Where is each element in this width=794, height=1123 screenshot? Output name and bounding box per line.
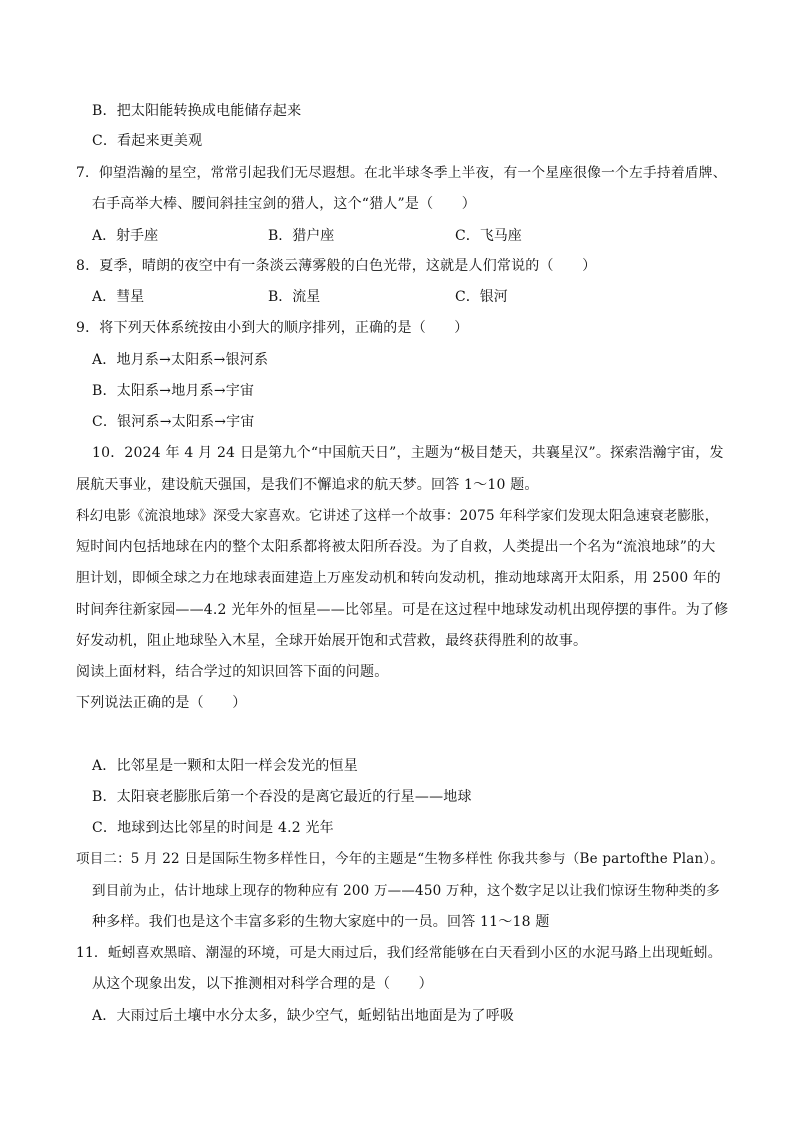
q10-option-b: B．太阳衰老膨胀后第一个吞没的是离它最近的行星——地球 [92, 789, 472, 805]
q10-intro-line1: 10．2024 年 4 月 24 日是第九个“中国航天日”，主题为“极目楚天，共襄星汉”。探索浩瀚宇宙，发 [92, 445, 724, 461]
q10-material-line: 好发动机，阻止地球坠入木星，全球开始展开饱和式营救，最终获得胜利的故事。 [76, 633, 588, 649]
q8-option-a: A．彗星 [92, 289, 145, 305]
q10-material-line: 时间奔往新家园——4.2 光年外的恒星——比邻星。可是在这过程中地球发动机出现停摆的事件。为了修 [76, 602, 729, 618]
q9-stem: 9．将下列天体系统按由小到大的顺序排列，正确的是（ ） [76, 320, 469, 336]
q10-material-line: 科幻电影《流浪地球》深受大家喜欢。它讲述了这样一个故事：2075 年科学家们发现太阳急速衰老膨胀， [76, 508, 719, 524]
q6-option-b: B．把太阳能转换成电能储存起来 [92, 103, 302, 119]
q9-option-b: B．太阳系→地月系→宇宙 [92, 383, 255, 399]
project2-line2: 到目前为止，估计地球上现存的物种应有 200 万——450 万种，这个数字足以让我们惊讶生物种类的多 [92, 883, 720, 899]
q8-option-b: B．流星 [268, 289, 321, 305]
q9-option-c: C．银河系→太阳系→宇宙 [92, 414, 255, 430]
q11-stem-line1: 11．蚯蚓喜欢黑暗、潮湿的环境，可是大雨过后，我们经常能够在白天看到小区的水泥马路上出现蚯蚓。 [76, 945, 722, 961]
project2-line1: 项目二：5 月 22 日是国际生物多样性日，今年的主题是“生物多样性 你我共参与（Be partofthe Plan）。 [76, 851, 725, 867]
q10-intro-line2: 展航天事业，建设航天强国，是我们不懈追求的航天梦。回答 1～10 题。 [76, 477, 539, 493]
q7-stem-line2: 右手高举大棒、腰间斜挂宝剑的猎人，这个“猎人”是（ ） [92, 196, 476, 212]
q10-option-a: A．比邻星是一颗和太阳一样会发光的恒星 [92, 758, 358, 774]
q10-instruction: 阅读上面材料，结合学过的知识回答下面的问题。 [76, 664, 389, 680]
q7-option-c: C．飞马座 [455, 228, 522, 244]
q7-option-a: A．射手座 [92, 228, 159, 244]
q9-option-a: A．地月系→太阳系→银河系 [92, 352, 269, 368]
q11-stem-line2: 从这个现象出发，以下推测相对科学合理的是（ ） [92, 976, 433, 992]
q8-option-c: C．银河 [455, 289, 508, 305]
q6-option-c: C．看起来更美观 [92, 133, 203, 149]
q11-option-a: A．大雨过后土壤中水分太多，缺少空气，蚯蚓钻出地面是为了呼吸 [92, 1008, 515, 1024]
q7-stem-line1: 7．仰望浩瀚的星空，常常引起我们无尽遐想。在北半球冬季上半夜，有一个星座很像一个左手持着盾牌、 [76, 165, 727, 181]
q10-question: 下列说法正确的是（ ） [76, 695, 247, 711]
q10-option-c: C．地球到达比邻星的时间是 4.2 光年 [92, 820, 334, 836]
q7-option-b: B．猎户座 [268, 228, 335, 244]
q8-stem: 8．夏季，晴朗的夜空中有一条淡云薄雾般的白色光带，这就是人们常说的（ ） [76, 258, 597, 274]
q10-material-line: 胆计划，即倾全球之力在地球表面建造上万座发动机和转向发动机，推动地球离开太阳系，用 2500 年的 [76, 570, 721, 586]
project2-line3: 种多样。我们也是这个丰富多彩的生物大家庭中的一员。回答 11～18 题 [92, 914, 550, 930]
q10-material-line: 短时间内包括地球在内的整个太阳系都将被太阳所吞没。为了自救，人类提出一个名为“流浪地球”的大 [76, 539, 716, 555]
